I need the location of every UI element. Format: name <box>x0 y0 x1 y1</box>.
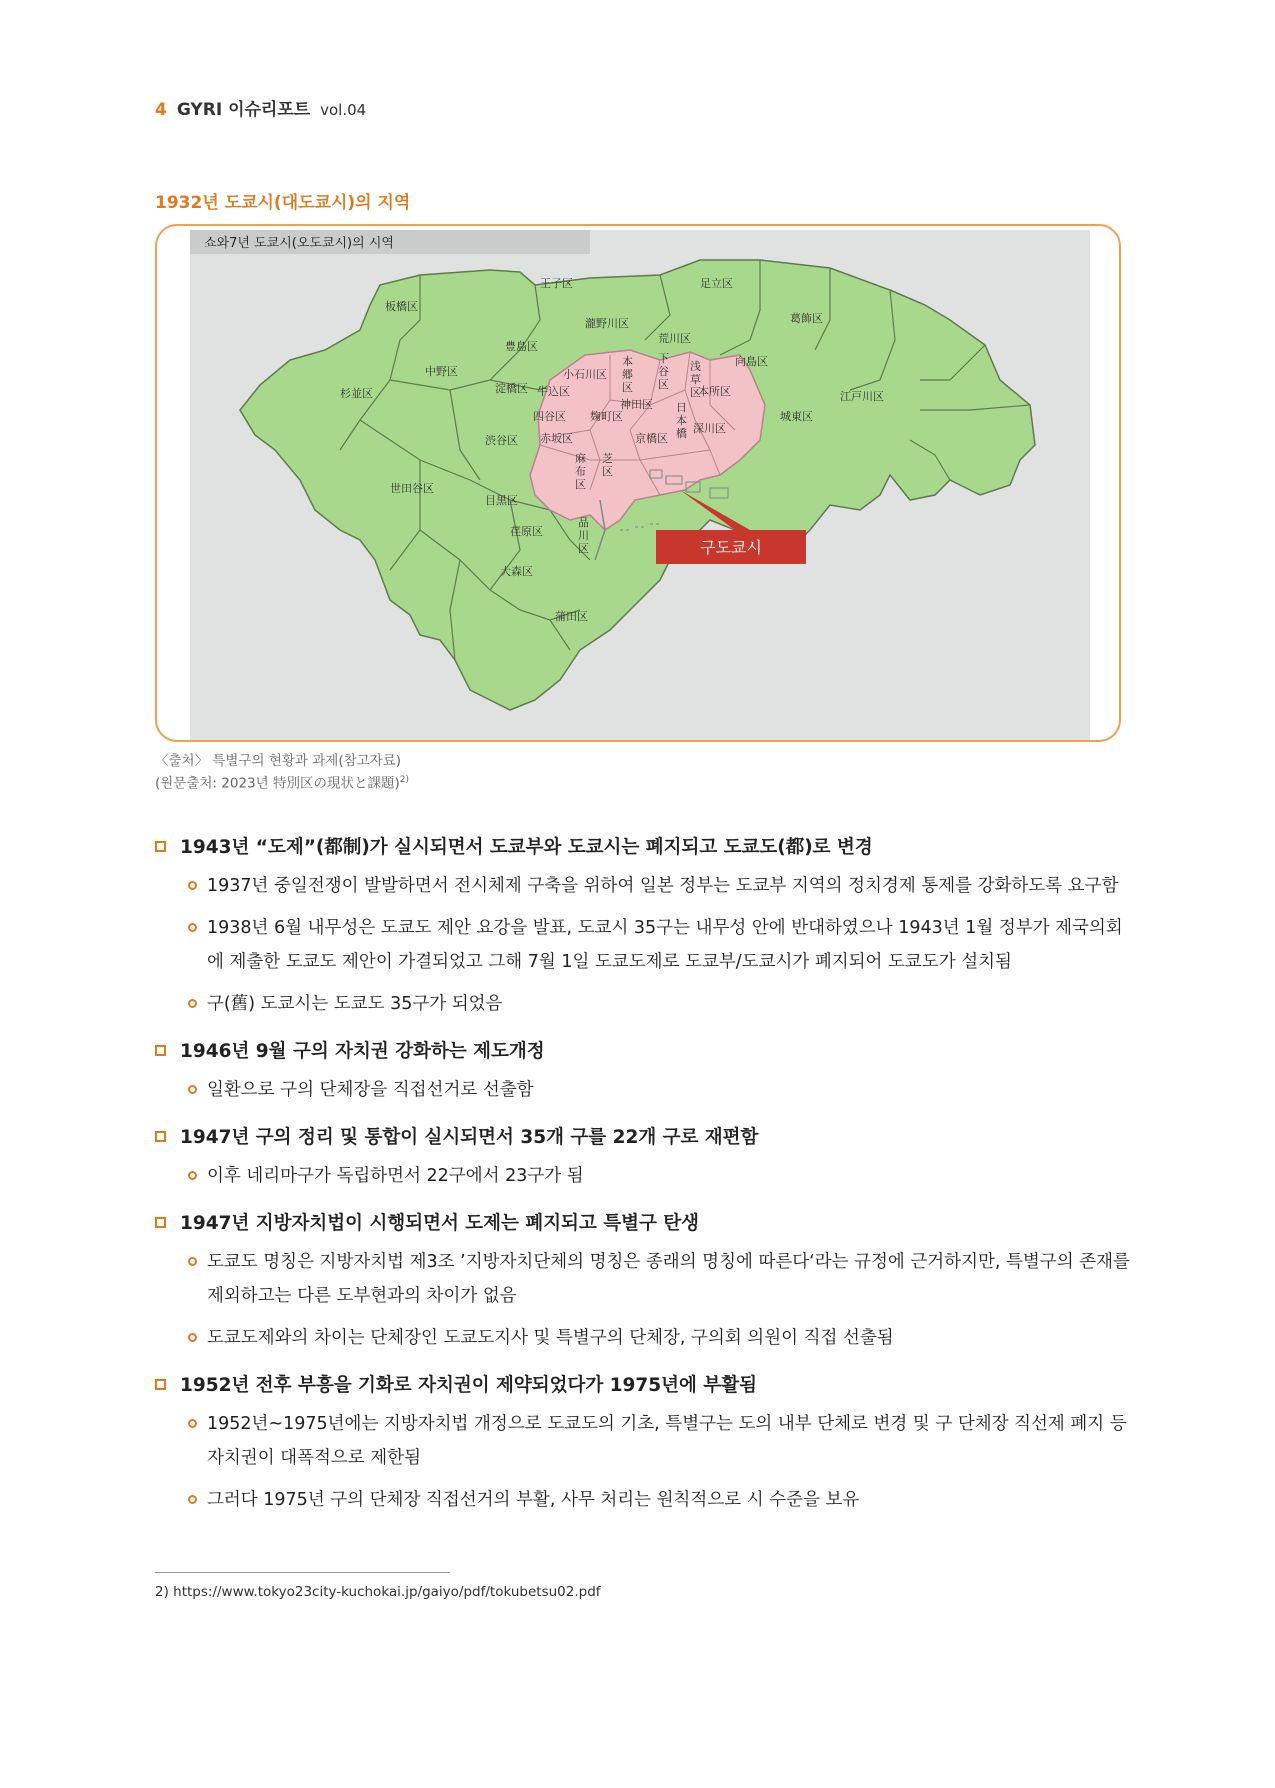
report-title: GYRI 이슈리포트 <box>176 100 311 120</box>
footnote-divider <box>155 1572 450 1573</box>
circle-bullet-icon <box>188 1171 197 1180</box>
svg-text:四谷区: 四谷区 <box>533 410 566 423</box>
svg-text:赤坂区: 赤坂区 <box>540 432 573 445</box>
svg-text:区: 区 <box>658 378 669 391</box>
circle-bullet-icon <box>188 881 197 890</box>
svg-text:小石川区: 小石川区 <box>563 368 607 381</box>
report-volume: vol.04 <box>320 101 367 119</box>
list-item: 1938년 6월 내무성은 도쿄도 제안 요강을 발표, 도쿄시 35구는 내무성 안에 반대하였으나 1943년 1월 정부가 제국의회에 제출한 도쿄도 제안이 가결되었고 그해 7월 1일 도쿄도제로 도쿄부/도쿄시가 폐지되어 도쿄도가 설치됨 <box>155 911 1135 979</box>
list-item: 구(舊) 도쿄시는 도쿄도 35구가 되었음 <box>155 987 1135 1021</box>
square-bullet-icon <box>155 1217 166 1228</box>
svg-text:本: 本 <box>676 414 687 427</box>
footnote: 2) https://www.tokyo23city-kuchokai.jp/gaiyo/pdf/tokubetsu02.pdf <box>155 1584 601 1600</box>
svg-text:葛飾区: 葛飾区 <box>790 312 823 325</box>
list-item: 그러다 1975년 구의 단체장 직접선거의 부활, 사무 처리는 원칙적으로 시 수준을 보유 <box>155 1483 1135 1517</box>
svg-text:渋谷区: 渋谷区 <box>485 434 518 447</box>
list-item: 일환으로 구의 단체장을 직접선거로 선출함 <box>155 1073 1135 1107</box>
figure-source <box>155 752 409 794</box>
svg-text:本所区: 本所区 <box>698 385 731 398</box>
svg-text:布: 布 <box>575 465 586 478</box>
svg-text:王子区: 王子区 <box>540 277 573 290</box>
svg-text:浅: 浅 <box>690 360 701 373</box>
svg-text:麹町区: 麹町区 <box>590 410 623 423</box>
square-bullet-icon <box>155 1131 166 1142</box>
circle-bullet-icon <box>188 923 197 932</box>
svg-text:郷: 郷 <box>622 368 633 381</box>
square-bullet-icon <box>155 1045 166 1056</box>
svg-text:品: 品 <box>578 516 589 529</box>
svg-text:区: 区 <box>575 478 586 491</box>
source-line-2-wrap <box>155 771 409 794</box>
svg-text:瀧野川区: 瀧野川区 <box>585 317 629 330</box>
tokyo-map <box>190 230 1090 740</box>
svg-text:橋: 橋 <box>676 427 687 440</box>
svg-text:荏原区: 荏原区 <box>510 525 543 538</box>
list-item: 1937년 중일전쟁이 발발하면서 전시체제 구축을 위하여 일본 정부는 도쿄부 지역의 정치경제 통제를 강화하도록 요구함 <box>155 869 1135 903</box>
svg-text:目黒区: 目黒区 <box>485 494 518 507</box>
circle-bullet-icon <box>188 1333 197 1342</box>
page-number: 4 <box>155 100 167 120</box>
source-line-2: (원문출처: 2023년 特別区の現状と課題) <box>155 775 400 792</box>
svg-text:区: 区 <box>622 381 633 394</box>
svg-text:豊島区: 豊島区 <box>505 340 538 353</box>
page-header <box>155 95 366 120</box>
source-footnote-ref: 2) <box>399 775 409 785</box>
section-heading: 1952년 전후 부흥을 기화로 자치권이 제약되었다가 1975년에 부활됨 <box>155 1371 1135 1397</box>
svg-text:神田区: 神田区 <box>620 398 653 411</box>
circle-bullet-icon <box>188 1495 197 1504</box>
square-bullet-icon <box>155 841 166 852</box>
svg-text:世田谷区: 世田谷区 <box>390 482 434 495</box>
svg-text:深川区: 深川区 <box>693 422 726 435</box>
map-caption: 쇼와7년 도쿄시(오도쿄시)의 시역 <box>204 236 394 251</box>
callout-label: 구도쿄시 <box>700 538 762 557</box>
svg-text:区: 区 <box>690 386 701 399</box>
map-frame <box>155 224 1121 742</box>
svg-text:城東区: 城東区 <box>780 410 813 423</box>
svg-text:杉並区: 杉並区 <box>340 387 373 400</box>
svg-text:芝: 芝 <box>602 452 613 465</box>
figure-title: 1932년 도쿄시(대도쿄시)의 지역 <box>155 193 411 213</box>
svg-text:荒川区: 荒川区 <box>658 332 691 345</box>
svg-text:日: 日 <box>676 401 687 414</box>
circle-bullet-icon <box>188 1257 197 1266</box>
svg-text:淀橋区: 淀橋区 <box>495 382 528 395</box>
svg-text:下: 下 <box>658 352 669 365</box>
svg-text:蒲田区: 蒲田区 <box>555 610 588 623</box>
section-heading: 1947년 지방자치법이 시행되면서 도제는 폐지되고 특별구 탄생 <box>155 1209 1135 1235</box>
circle-bullet-icon <box>188 999 197 1008</box>
svg-text:谷: 谷 <box>658 365 669 378</box>
list-item: 도쿄도 명칭은 지방자치법 제3조 ’지방자치단체의 명칭은 종래의 명칭에 따른다‘라는 규정에 근거하지만, 특별구의 존재를 제외하고는 다른 도부현과의 차이가 없음 <box>155 1245 1135 1313</box>
circle-bullet-icon <box>188 1085 197 1094</box>
svg-text:牛込区: 牛込区 <box>537 385 570 398</box>
section-heading: 1947년 구의 정리 및 통합이 실시되면서 35개 구를 22개 구로 재편함 <box>155 1123 1135 1149</box>
square-bullet-icon <box>155 1379 166 1390</box>
list-item: 도쿄도제와의 차이는 단체장인 도쿄도지사 및 특별구의 단체장, 구의회 의원이 직접 선출됨 <box>155 1321 1135 1355</box>
tokyo-map-illustration <box>190 230 1090 740</box>
svg-text:区: 区 <box>602 465 613 478</box>
svg-text:大森区: 大森区 <box>500 565 533 578</box>
circle-bullet-icon <box>188 1419 197 1428</box>
section-heading: 1943년 “도제”(都制)가 실시되면서 도쿄부와 도쿄시는 폐지되고 도쿄도(都)로 변경 <box>155 833 1135 859</box>
svg-text:草: 草 <box>690 373 701 386</box>
svg-text:中野区: 中野区 <box>425 365 458 378</box>
list-item: 1952년~1975년에는 지방자치법 개정으로 도쿄도의 기초, 특별구는 도의 내부 단체로 변경 및 구 단체장 직선제 폐지 등 자치권이 대폭적으로 제한됨 <box>155 1407 1135 1475</box>
list-item: 이후 네리마구가 독립하면서 22구에서 23구가 됨 <box>155 1159 1135 1193</box>
svg-text:京橋区: 京橋区 <box>635 432 668 445</box>
svg-text:向島区: 向島区 <box>735 355 768 368</box>
svg-text:江戸川区: 江戸川区 <box>840 390 884 403</box>
svg-text:区: 区 <box>578 542 589 555</box>
svg-text:板橋区: 板橋区 <box>385 300 418 313</box>
section-heading: 1946년 9월 구의 자치권 강화하는 제도개정 <box>155 1037 1135 1063</box>
svg-text:川: 川 <box>578 529 589 542</box>
svg-text:本: 本 <box>622 355 633 368</box>
source-line-1: 〈출처〉 특별구의 현황과 과제(참고자료) <box>155 753 402 769</box>
svg-text:足立区: 足立区 <box>700 277 733 290</box>
svg-text:麻: 麻 <box>575 452 586 465</box>
report-body <box>155 833 1135 1525</box>
